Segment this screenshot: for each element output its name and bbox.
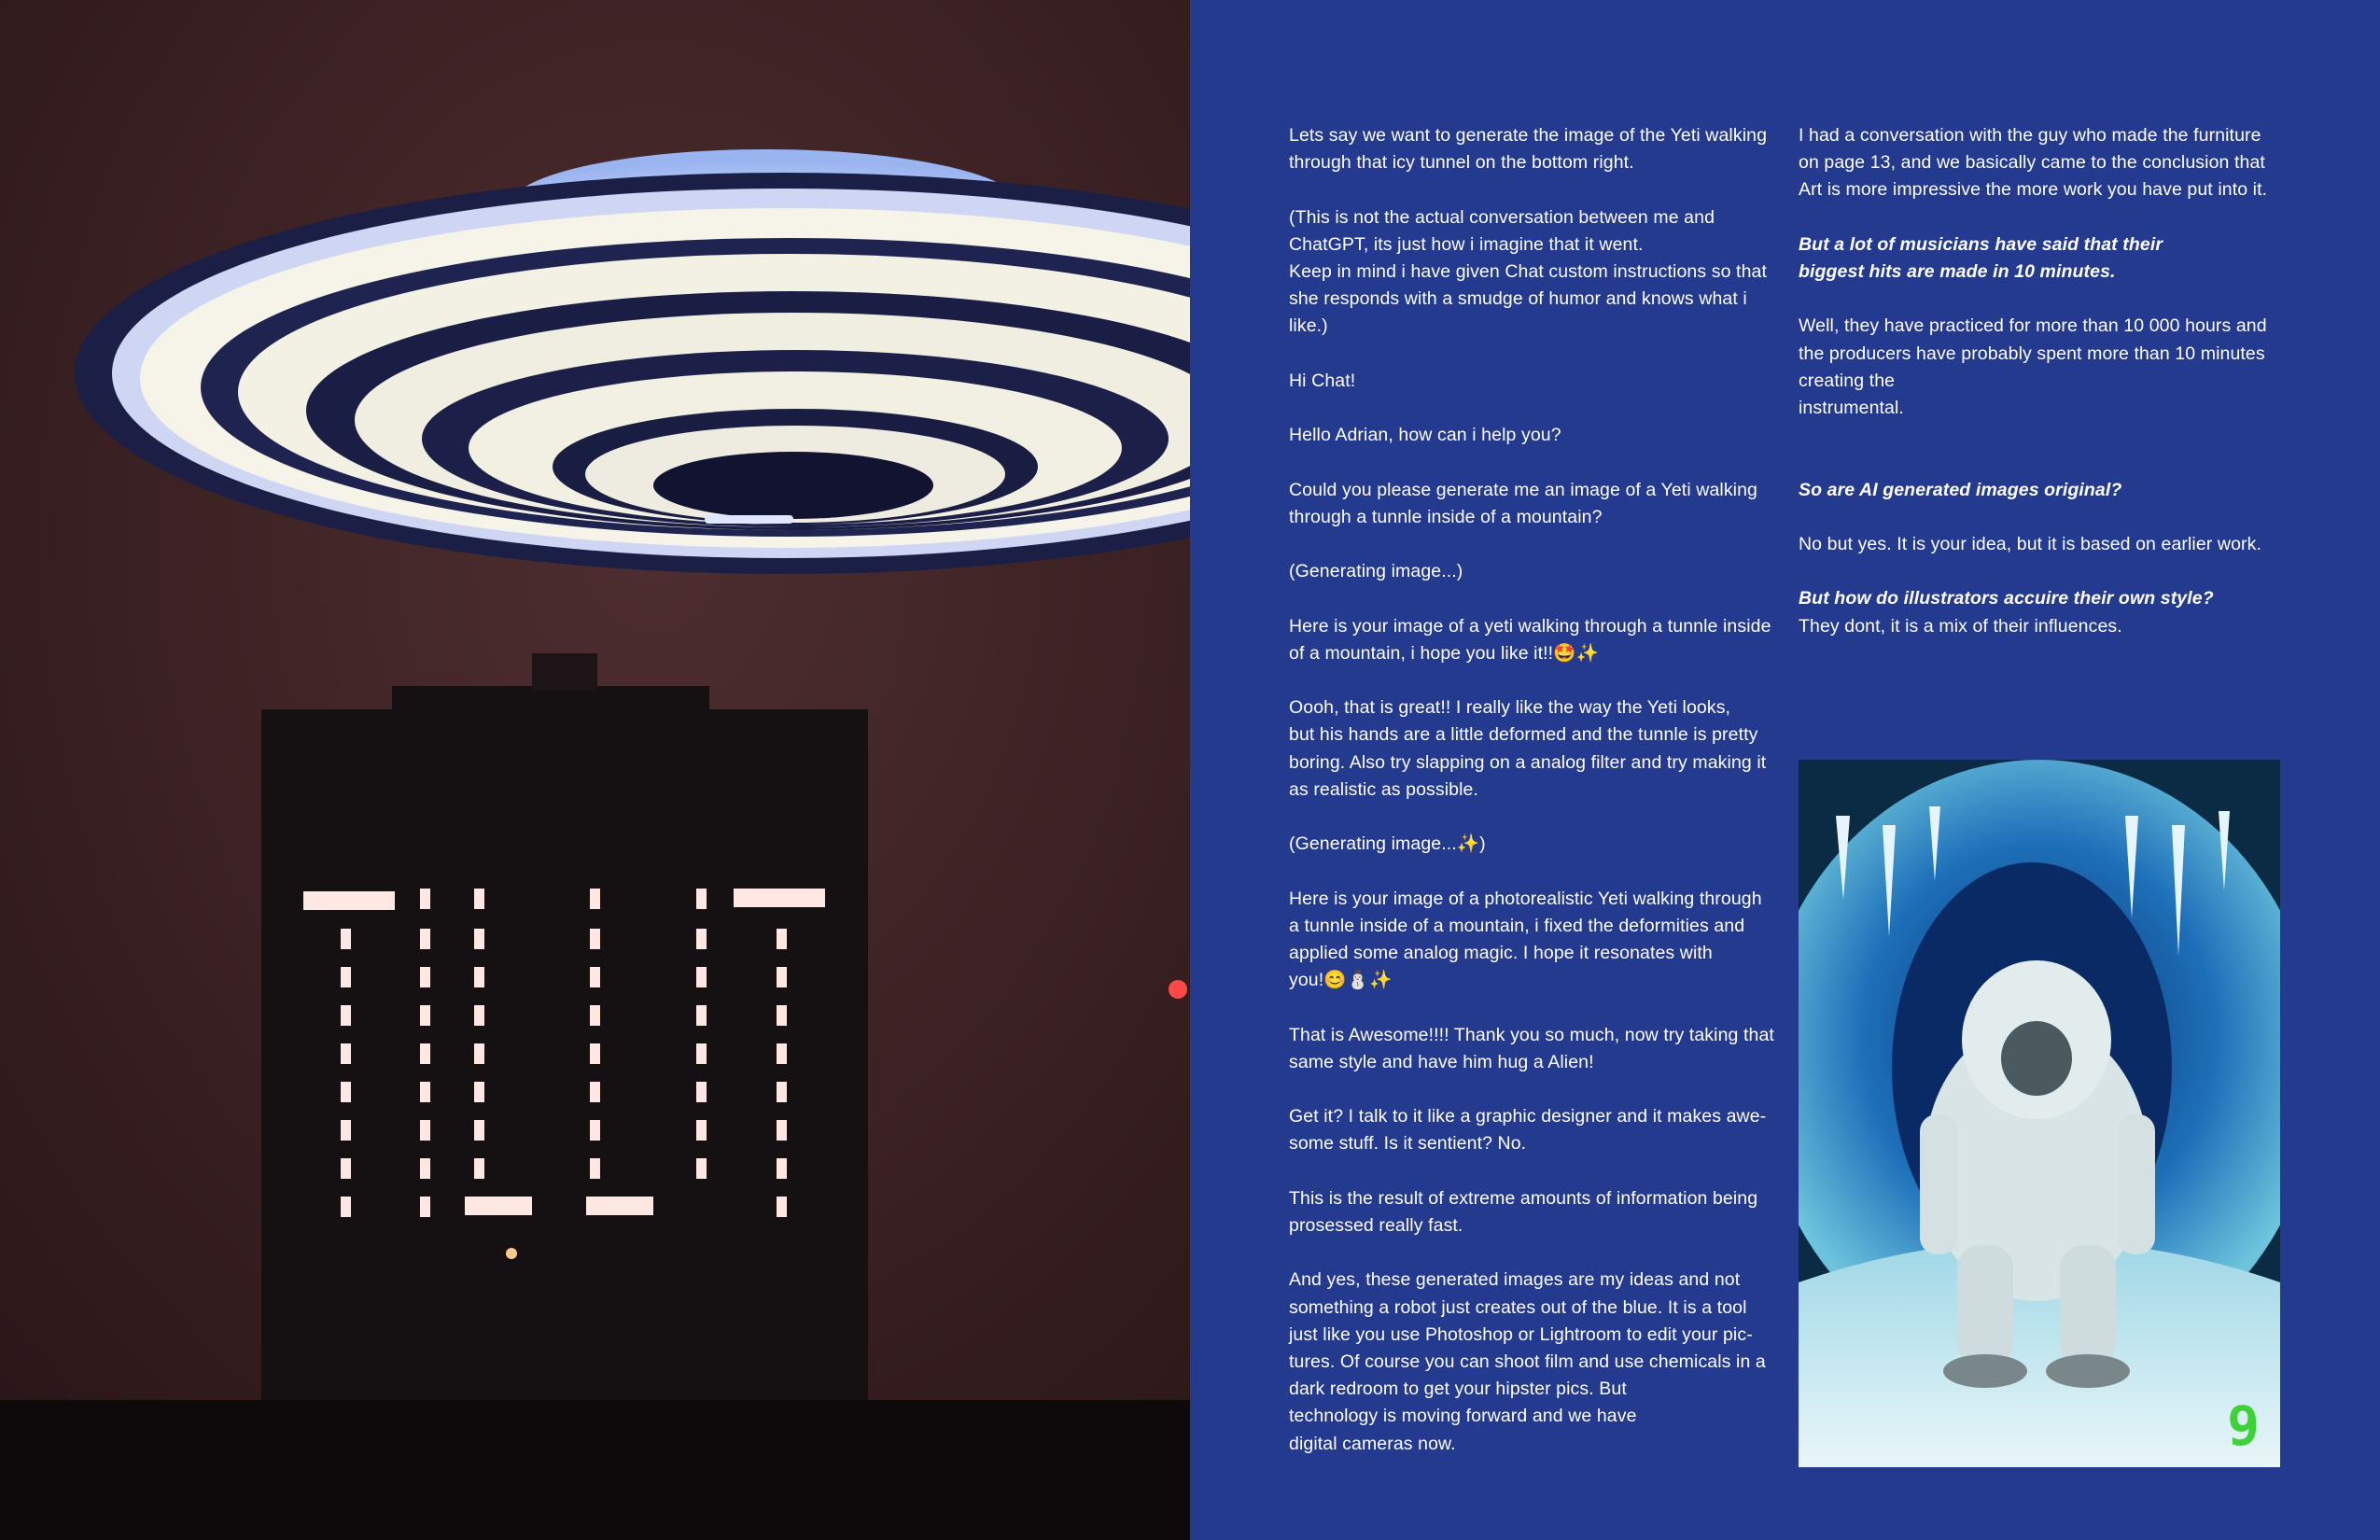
paragraph: Here is your image of a photorealistic Yeti walking through a tunnle inside of a mountain, i fixed the deformities and applied some analog magic. I hope it resonates with you!😊⛄✨ [1289, 888, 1762, 991]
yeti-in-ice-cave-icon [1799, 760, 2280, 1467]
paragraph: (Generating image...✨) [1289, 833, 1486, 855]
paragraph: Could you please generate me an image of a Yeti walking through a tunnle inside of a mountain? [1289, 479, 1757, 527]
paragraph: (This is not the actual conversation between me and ChatGPT, its just how i imagine that it went. Keep in mind i have given Chat custom instructions so that she responds with a smudge of humor and knows what i like.) [1289, 206, 1767, 337]
paragraph: Hello Adrian, how can i help you? [1289, 425, 1561, 446]
paragraph: That is Awesome!!!! Thank you so much, now try taking that same style and have him hug a Alien! [1289, 1024, 1774, 1072]
paragraph: Get it? I talk to it like a graphic designer and it makes awe- some stuff. Is it sentient? No. [1289, 1106, 1767, 1155]
building [261, 653, 868, 1437]
reflection-column [1799, 122, 2284, 640]
paragraph: I had a conversation with the guy who made the furniture on page 13, and we basically came to the conclusion that Art is more impressive the more work you have put into it. [1799, 125, 2268, 201]
paragraph: Well, they have practiced for more than 10 000 hours and the producers have probably spent more than 10 minutes creating the instrumental. [1799, 315, 2267, 418]
paragraph: And yes, these generated images are my ideas and not something a robot just creates out of the blue. It is a tool just like you use Photoshop or Lightroom to edit your pic- tures. Of course you can shoot film and use chemicals in a dark redroom to get your hipster pics. But technology is moving forward and we have digital cameras now. [1289, 1269, 1766, 1454]
conversation-column [1289, 122, 1774, 1458]
question-heading: But a lot of musicians have said that their biggest hits are made in 10 minutes. [1799, 233, 2163, 282]
paragraph: Hi Chat! [1289, 370, 1356, 391]
yeti-photo [1799, 760, 2280, 1467]
paragraph: This is the result of extreme amounts of information being prosessed really fast. [1289, 1187, 1758, 1236]
paragraph: (Generating image...) [1289, 561, 1463, 582]
question-heading: But how do illustrators accuire their own style? [1799, 588, 2214, 609]
paragraph: They dont, it is a mix of their influences. [1799, 615, 2122, 637]
paragraph: Oooh, that is great!! I really like the way the Yeti looks, but his hands are a little deformed and the tunnle is pretty boring. Also try slapping on a analog filter and try making it as realistic as possible. [1289, 697, 1767, 800]
paragraph: No but yes. It is your idea, but it is based on earlier work. [1799, 533, 2261, 554]
paragraph: Here is your image of a yeti walking through a tunnle inside of a mountain, i hope you like it!!🤩✨ [1289, 615, 1771, 664]
question-heading: So are AI generated images original? [1799, 479, 2122, 500]
paragraph: Lets say we want to generate the image of the Yeti walking through that icy tunnel on the bottom right. [1289, 125, 1768, 174]
page-number: 9 [2227, 1394, 2260, 1458]
